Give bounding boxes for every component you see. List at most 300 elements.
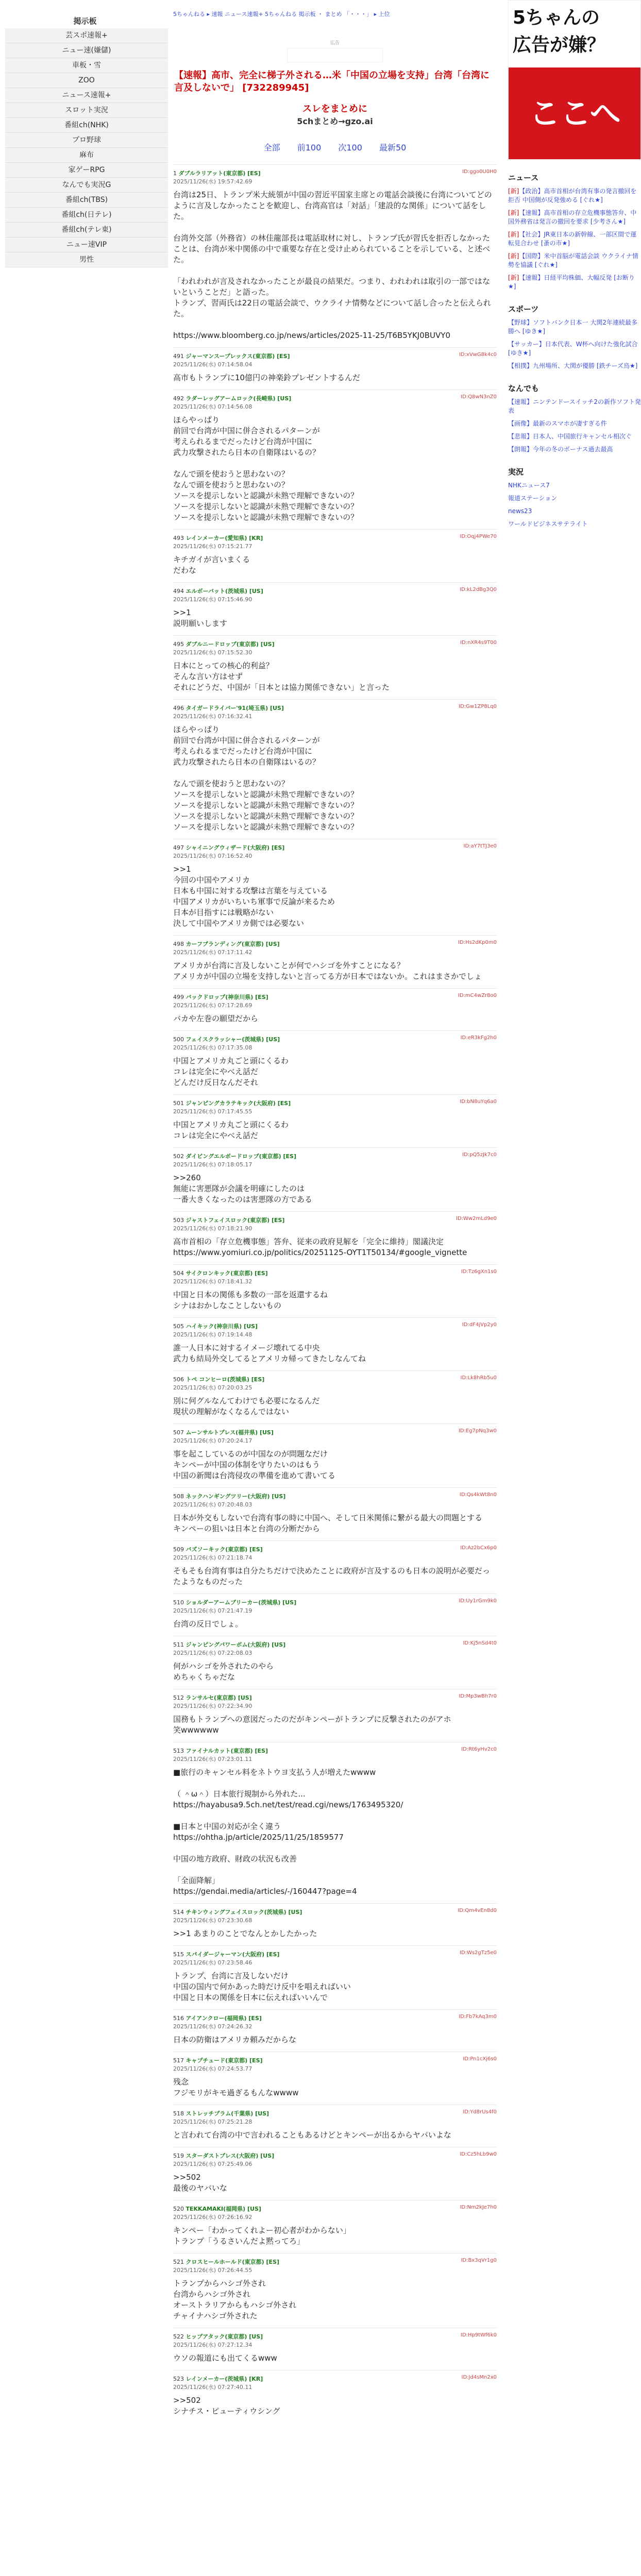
- post-date: 2025/11/26(水) 19:57:42.69: [173, 178, 252, 185]
- nandemo-section: [508, 383, 641, 454]
- post-author: バズソーキック(東京都) [ES]: [185, 1546, 263, 1553]
- post-number[interactable]: 517: [173, 2057, 184, 2064]
- item-label: [新]: [508, 274, 519, 281]
- post: [173, 2253, 497, 2328]
- post-body: そもそも台湾有事は自分たちだけで決めたことに政府が言及するのも日本の説明が必要だったようなものだった: [173, 1566, 491, 1586]
- nandemo-list: [508, 398, 641, 454]
- post: [173, 1594, 497, 1636]
- sports-item[interactable]: [508, 362, 641, 370]
- sidebar-item-label[interactable]: 麻布: [79, 151, 94, 159]
- ad-box[interactable]: [287, 48, 383, 62]
- breadcrumb: [170, 0, 500, 19]
- item-label: [新]: [508, 231, 519, 238]
- item-link[interactable]: NHKニュース7: [508, 482, 550, 489]
- post-meta: [173, 2375, 263, 2391]
- post-author: チキンウィングフェイスロック(茨城県) [US]: [185, 1909, 302, 1916]
- sidebar-item[interactable]: [5, 118, 168, 133]
- post-date: 2025/11/26(水) 07:15:21.77: [173, 543, 252, 550]
- post-author: レインメーカー(愛知県) [KR]: [185, 535, 263, 541]
- post-author: ハイキック(神奈川県) [US]: [185, 1323, 258, 1330]
- post-body: >>502 最後のヤバいな: [173, 2173, 228, 2193]
- post: [173, 1540, 497, 1594]
- jikkyo-item[interactable]: [508, 507, 641, 516]
- post-number[interactable]: 504: [173, 1270, 184, 1277]
- post: [173, 2370, 497, 2423]
- post-body: 事を起こしているのが中国なのが問題なだけ キンペーが中国の体制を守りたいのはもう 中国の新聞は台湾侵攻の準備を進めて書いてる: [173, 1449, 336, 1480]
- post: [173, 1423, 497, 1487]
- sports-heading: スポーツ: [508, 304, 539, 314]
- item-label: [新]: [508, 209, 519, 216]
- post-header: [173, 2205, 497, 2221]
- post-header: [173, 2258, 497, 2274]
- post-meta: [173, 1598, 296, 1615]
- banner-ad[interactable]: [508, 0, 641, 160]
- post-date: 2025/11/26(水) 07:25:21.28: [173, 2119, 252, 2125]
- ad-label: 広告: [330, 41, 340, 46]
- top-ad: [287, 39, 383, 62]
- post-id[interactable]: ID:Mp3wBh7r0: [459, 1693, 497, 1699]
- post-meta: [173, 1152, 296, 1168]
- nandemo-item[interactable]: [508, 419, 641, 428]
- item-link[interactable]: 【相撲】九州場所、大関が優勝 [鉄チーズ烏★]: [508, 362, 638, 369]
- sidebar-item-label[interactable]: ニュー速(嫌儲): [62, 46, 111, 55]
- post: [173, 1094, 497, 1147]
- nav-all[interactable]: 全部: [263, 143, 280, 152]
- post-date: 2025/11/26(水) 07:15:46.90: [173, 596, 252, 603]
- post-id[interactable]: ID:Rt6yHv2c0: [461, 1747, 497, 1752]
- sidebar-item[interactable]: [5, 73, 168, 88]
- post: [173, 2105, 497, 2147]
- post-body: ■旅行のキャンセル料をネトウヨ支払う人が増えたwwww （ ＾ω＾）日本旅行規制から外れた... https://hayabusa9.5ch.net/test/read.cgi/news/1763495320/ ■日本と中国の対応が全く違う https://ohtha.jp/article/2025/11/25/1859577 中国の地方政府、財政の状況も改善 「全面降解」 https://gendai.media/articles/-/160447?page=4: [173, 1768, 403, 1896]
- nandemo-item[interactable]: [508, 398, 641, 415]
- post-author: ジャーマンスープレックス(東京都) [ES]: [185, 353, 290, 360]
- jikkyo-item[interactable]: [508, 520, 641, 529]
- post-body: 日本にとっての核心的利益？ そんな言い方はせず それにどうだ、中国が「日本とは協力関係できない」と言った: [173, 661, 390, 692]
- post-meta: [173, 2014, 262, 2030]
- sidebar-item-label[interactable]: 家ゲーRPG: [68, 166, 105, 174]
- post-id[interactable]: ID:Eg7pNq3w0: [458, 1428, 497, 1434]
- item-link[interactable]: 【社会】JR東日本の新幹線、一部区間で運転見合わせ [蚤の市★]: [508, 231, 637, 247]
- post-header: [173, 2056, 497, 2073]
- post-date: 2025/11/26(水) 07:27:40.11: [173, 2384, 252, 2391]
- slogan-line-1: スレをまとめに: [302, 104, 367, 114]
- post-id[interactable]: ID:Kj5nSd4t0: [463, 1640, 497, 1646]
- sidebar-item[interactable]: [5, 58, 168, 73]
- post-body: >>1 説明願いします: [173, 608, 228, 628]
- post-body: >>1 あまりのことでなんとかしたかった: [173, 1929, 317, 1938]
- sidebar-item[interactable]: [5, 43, 168, 58]
- post-number[interactable]: 514: [173, 1909, 184, 1916]
- post-id[interactable]: ID:Nm2kJe7h0: [460, 2205, 497, 2210]
- post: [173, 988, 497, 1030]
- post-header: [173, 1640, 497, 1657]
- post-header: [173, 993, 497, 1009]
- nav-last100[interactable]: 次100: [338, 143, 362, 152]
- sidebar-item-label[interactable]: 芸スポ速報+: [65, 31, 108, 40]
- post: [173, 935, 497, 988]
- post-author: フェイスクラッシャー(茨城県) [US]: [185, 1036, 280, 1043]
- post-id[interactable]: ID:mC4wZr8o0: [458, 993, 497, 998]
- sidebar-item[interactable]: [5, 238, 168, 252]
- post-number[interactable]: 499: [173, 994, 184, 1001]
- post-meta: [173, 1428, 274, 1445]
- post-header: [173, 2375, 497, 2391]
- post: [173, 347, 497, 389]
- post-header: [173, 1216, 497, 1232]
- sidebar-item[interactable]: [5, 208, 168, 223]
- item-link[interactable]: 【政治】高市首相が台湾有事の発言撤回を拒否 中国側が反発強める [ぐれ★]: [508, 188, 637, 204]
- nav-first100[interactable]: 前100: [297, 143, 322, 152]
- post-date: 2025/11/26(水) 07:24:26.32: [173, 2023, 252, 2030]
- post-header: [173, 1322, 497, 1338]
- sports-item[interactable]: [508, 340, 641, 358]
- post-number[interactable]: 493: [173, 535, 184, 541]
- post-id-box: [460, 2205, 497, 2221]
- post-id[interactable]: ID:Gw1ZP8Lq0: [459, 704, 497, 709]
- post-meta: [173, 587, 263, 603]
- post-header: [173, 352, 497, 368]
- post-body: 中国とアメリカ丸ごと頭にくるわ コレは完全にやべえ話だ どんだけ反日なんだそれ: [173, 1056, 289, 1087]
- post-number[interactable]: 519: [173, 2153, 184, 2159]
- post-number[interactable]: 494: [173, 588, 184, 595]
- sidebar-item[interactable]: [5, 223, 168, 238]
- post-number[interactable]: 492: [173, 395, 184, 402]
- post: [173, 1030, 497, 1094]
- post-id[interactable]: ID:Pn1cXj6s0: [463, 2056, 497, 2062]
- post-body: キチガイが言いまくる だわな: [173, 555, 250, 575]
- post-id[interactable]: ID:Bx3qVr1g0: [461, 2258, 497, 2263]
- post-body: トランプからハシゴ外され 台湾からハシゴ外され オーストラリアからもハシゴ外され チャイナハシゴ外された: [173, 2279, 297, 2320]
- post-meta: [173, 2258, 279, 2274]
- item-link[interactable]: 【サッカー】日本代表、W杯へ向けた強化試合 [ゆき★]: [508, 341, 638, 357]
- post-author: ダイビングエルボードロップ(東京都) [ES]: [185, 1153, 296, 1160]
- post-number[interactable]: 515: [173, 1951, 184, 1958]
- post-id[interactable]: ID:Cz5hLb9w0: [460, 2151, 497, 2157]
- post-number[interactable]: 511: [173, 1641, 184, 1648]
- post-meta: [173, 2151, 274, 2168]
- post-meta: [173, 1693, 252, 1710]
- item-link[interactable]: 【朗報】今年の冬のボーナス過去最高: [508, 446, 613, 453]
- post-number[interactable]: 516: [173, 2015, 184, 2022]
- post-meta: [173, 2056, 263, 2073]
- post-id-box: [460, 534, 497, 550]
- sidebar-item[interactable]: [5, 28, 168, 43]
- post-body: アメリカが台湾に言及しないことが何でハシゴを外すことになる？ アメリカが中国の立場を支持しないと言ってる方が日本ではないか。これはまさかでしょ: [173, 961, 482, 981]
- sidebar-item-label[interactable]: ZOO: [78, 76, 95, 84]
- post-author: ストレッチプラム(千葉県) [US]: [185, 2110, 269, 2117]
- post-id[interactable]: ID:dF4jVp2y0: [462, 1322, 497, 1328]
- sidebar-item[interactable]: [5, 148, 168, 163]
- post-number[interactable]: 518: [173, 2110, 184, 2117]
- post-number[interactable]: 503: [173, 1217, 184, 1224]
- post-number[interactable]: 502: [173, 1153, 184, 1160]
- post-body: 台湾の反日でしょ。: [173, 1619, 243, 1629]
- post-date: 2025/11/26(水) 07:17:28.69: [173, 1002, 252, 1009]
- post-header: [173, 1375, 497, 1392]
- post: [173, 1370, 497, 1423]
- post-id-box: [463, 2109, 497, 2126]
- nandemo-item[interactable]: [508, 432, 641, 441]
- post-date: 2025/11/26(水) 07:14:58.04: [173, 361, 252, 368]
- post-date: 2025/11/26(水) 07:23:01.11: [173, 1756, 252, 1762]
- jikkyo-list: [508, 481, 641, 529]
- post-date: 2025/11/26(水) 07:16:32.41: [173, 713, 252, 720]
- news-item[interactable]: [508, 274, 641, 291]
- nandemo-item[interactable]: [508, 445, 641, 454]
- post-header: [173, 534, 497, 550]
- sports-item[interactable]: [508, 318, 641, 336]
- post-body: 日本が外交もしないで台湾有事の時に中国へ、そして日米関係に繋がる最大の問題とする キンペーの狙いは日本と台湾の分断だから: [173, 1513, 483, 1533]
- post-meta: [173, 1322, 258, 1338]
- sidebar-item-label[interactable]: 番組ch(テレ東): [61, 226, 112, 234]
- post-body: 高市もトランプに10億円の神楽鈴プレゼントするんだ: [173, 373, 361, 382]
- post: [173, 1903, 497, 1945]
- post-id[interactable]: ID:Oqj4PWe70: [460, 534, 497, 539]
- post-meta: [173, 1747, 268, 1763]
- sidebar-item[interactable]: [5, 193, 168, 208]
- post-id[interactable]: ID:Hs2dKp0m0: [458, 940, 497, 945]
- banner-text-1: 5ちゃんの: [513, 7, 600, 28]
- post-id[interactable]: ID:Hp9tWf6k0: [460, 2332, 497, 2338]
- post-id[interactable]: ID:Ww2mLd9e0: [456, 1216, 497, 1222]
- sidebar-item-label[interactable]: 車板・雪: [72, 61, 101, 70]
- post-header: [173, 1693, 497, 1710]
- sidebar-item-label[interactable]: ニュー速VIP: [66, 241, 107, 249]
- post-body: と言われて台湾の中で言われることもあるけどとキンペーが出るからヤバいよな: [173, 2130, 451, 2140]
- item-link[interactable]: 【速報】日経平均株価、大幅反発 [お断り★]: [508, 274, 635, 290]
- sidebar-item[interactable]: [5, 163, 168, 178]
- breadcrumb-path[interactable]: 5ちゃんねる ▸ 速報 ニュース速報+ 5ちゃんねる 掲示板 ・ まとめ 「・・・」 ▸ 上位: [173, 11, 390, 18]
- post-number[interactable]: 498: [173, 941, 184, 947]
- post-id[interactable]: ID:Qs4kWt8n0: [459, 1492, 497, 1498]
- post-body: 国務もトランプへの意図だったのだがキンペーがトランプに反撃されたのがアホ 笑wwwwww: [173, 1715, 451, 1735]
- post-body: トランプ、台湾に言及しないだけ 中国の国内で何かあった時だけ反中を唱えればいい 中国と日本の関係を日本に伝えればいいんで: [173, 1971, 351, 2002]
- sidebar-item[interactable]: [5, 252, 168, 267]
- item-link[interactable]: 【国際】米中首脳が電話会談 ウクライナ情勢を協議 [ぐれ★]: [508, 252, 638, 268]
- item-link[interactable]: 【速報】高市首相の存立危機事態答弁、中国外務省は発言の撤回を要求 [少考さん★]: [508, 209, 637, 225]
- post-id[interactable]: ID:aY7tTJ3e0: [463, 843, 497, 849]
- left-sidebar: [0, 0, 170, 289]
- post-number[interactable]: 497: [173, 844, 184, 851]
- post-id[interactable]: ID:Yd8rUs4f0: [463, 2109, 497, 2115]
- post-meta: [173, 640, 275, 656]
- sidebar-item-label[interactable]: 番組ch(TBS): [65, 196, 108, 204]
- post-id-box: [461, 2332, 497, 2349]
- post-number[interactable]: 520: [173, 2206, 184, 2212]
- post: [173, 635, 497, 699]
- post-number[interactable]: 510: [173, 1599, 184, 1606]
- post-id[interactable]: ID:ggo0U0H0: [462, 169, 497, 175]
- sidebar-item-label[interactable]: プロ野球: [72, 136, 101, 144]
- post-number[interactable]: 507: [173, 1429, 184, 1436]
- post-id-box: [460, 587, 497, 603]
- post: [173, 1264, 497, 1317]
- sidebar-item[interactable]: [5, 88, 168, 103]
- post-author: ラダーレッグアームロック(長崎県) [US]: [185, 395, 292, 402]
- post-meta: [173, 704, 284, 720]
- post-header: [173, 2014, 497, 2030]
- post-body: 中国と日本の関係も多数の一部を返還するね シナはおかしなことしないもの: [173, 1290, 328, 1310]
- sidebar-item[interactable]: [5, 178, 168, 193]
- post-date: 2025/11/26(水) 07:26:44.55: [173, 2267, 252, 2274]
- sidebar-item[interactable]: [5, 103, 168, 118]
- post-number[interactable]: 496: [173, 705, 184, 711]
- post-date: 2025/11/26(水) 07:17:45.55: [173, 1108, 252, 1115]
- news-item[interactable]: [508, 209, 641, 226]
- post-number[interactable]: 1: [173, 170, 177, 177]
- post-id-box: [461, 394, 497, 411]
- post: [173, 1636, 497, 1689]
- item-link[interactable]: news23: [508, 507, 532, 515]
- post-id[interactable]: ID:pQ5zJk7c0: [462, 1152, 497, 1158]
- post-number[interactable]: 508: [173, 1493, 184, 1500]
- post-author: カーフブランディング(東京都) [US]: [185, 941, 280, 947]
- post-id[interactable]: ID:eR3kFg2h0: [460, 1035, 497, 1041]
- post-author: TEKKAMAKI(福岡県) [US]: [185, 2206, 261, 2212]
- post-body: 中国とアメリカ丸ごと頭にくるわ コレは完全にやべえ話だ: [173, 1120, 289, 1140]
- sidebar-title: 掲示板: [73, 16, 97, 26]
- post-number[interactable]: 522: [173, 2333, 184, 2340]
- post-header: [173, 169, 497, 185]
- post-author: ショルダーアームブリーカー(茨城県) [US]: [185, 1599, 297, 1606]
- post-header: [173, 940, 497, 956]
- post-id[interactable]: ID:Ws2gTz5e0: [459, 1950, 497, 1956]
- post-author: キャプチュード(東京都) [ES]: [185, 2057, 263, 2064]
- post-list: [170, 153, 500, 2423]
- post-id[interactable]: ID:Lk8hRb5u0: [460, 1375, 497, 1381]
- post-date: 2025/11/26(水) 07:14:56.08: [173, 403, 252, 410]
- post-header: [173, 394, 497, 411]
- sidebar-item[interactable]: [5, 133, 168, 148]
- post-author: スターダストプレス(大阪府) [US]: [185, 2153, 275, 2159]
- post-number[interactable]: 523: [173, 2376, 184, 2382]
- item-link[interactable]: 【画像】最新のスマホが凄すぎる件: [508, 420, 607, 427]
- post-body: >>502 シナチス・ピューティウシング: [173, 2396, 280, 2416]
- post-meta: [173, 1908, 302, 1924]
- post-meta: [173, 1492, 285, 1509]
- post-number[interactable]: 513: [173, 1748, 184, 1754]
- post-id-box: [459, 1598, 497, 1615]
- item-link[interactable]: ワールドビジネスサテライト: [508, 520, 588, 528]
- post: [173, 389, 497, 529]
- nandemo-heading: なんでも: [508, 384, 539, 393]
- jikkyo-item[interactable]: [508, 494, 641, 503]
- post-id-box: [456, 1216, 497, 1232]
- post-id[interactable]: ID:kL2dBg3Q0: [460, 587, 497, 592]
- post-meta: [173, 843, 284, 860]
- post-number[interactable]: 495: [173, 641, 184, 648]
- post-number[interactable]: 506: [173, 1376, 184, 1383]
- jikkyo-item[interactable]: [508, 481, 641, 490]
- post: [173, 1147, 497, 1211]
- item-link[interactable]: 報道ステーション: [508, 495, 558, 502]
- post-date: 2025/11/26(水) 07:20:24.17: [173, 1437, 252, 1444]
- post-id[interactable]: ID:Tz6gXn1s0: [461, 1269, 497, 1275]
- post: [173, 2009, 497, 2052]
- sports-list: [508, 318, 641, 370]
- post-author: ランサルセ(東京都) [US]: [185, 1694, 252, 1701]
- post-header: [173, 1152, 497, 1168]
- post-id-box: [462, 169, 497, 185]
- post-date: 2025/11/26(水) 07:21:47.19: [173, 1607, 252, 1614]
- post-body: >>260 無能に害悪隊が会議を明確にしたのは 一番大きくなったのは害悪隊の方である: [173, 1173, 313, 1204]
- post-id[interactable]: ID:Qm4vEn8d0: [458, 1908, 497, 1913]
- post-meta: [173, 940, 280, 956]
- post-number[interactable]: 509: [173, 1546, 184, 1553]
- thread-title: 【速報】高市、完全に梯子外される…米「中国の立場を支持」台湾「台湾に言及しないで」 [732289945]: [174, 70, 490, 93]
- sidebar-item-label[interactable]: 番組ch(NHK): [64, 121, 109, 129]
- post: [173, 699, 497, 839]
- post-id[interactable]: ID:Uy1rGm9k0: [459, 1598, 497, 1604]
- item-link[interactable]: 【悲報】日本人、中国旅行キャンセル相次ぐ: [508, 433, 632, 440]
- post-number[interactable]: 521: [173, 2259, 184, 2265]
- sidebar-item-label[interactable]: 男性: [79, 256, 94, 264]
- post-body: 誰一人日本に対するイメージ壊れてる中央 武力も結局外交してるとアメリカ帰ってきたしなんてね: [173, 1343, 366, 1363]
- post-header: [173, 1598, 497, 1615]
- post-body: ほらやっぱり 前回で台湾が中国に併合されるパターンが 考えられるまでだったけど台湾が中国に 武力攻撃されたら日本の自衛隊はいるの？ なんで頭を使おうと思わないの？ ソースを提示しないと認識が未熟で理解できないの？ ソースを提示しないと認識が未熟で理解できないの？ ソースを提示しないと認識が未熟で理解できないの？ ソースを提示しないと認識が未熟で理解できないの？: [173, 725, 359, 832]
- post-number[interactable]: 505: [173, 1323, 184, 1330]
- nav-latest50[interactable]: 最新50: [379, 143, 407, 152]
- sidebar-item-label[interactable]: ニュース速報+: [62, 91, 111, 99]
- post-number[interactable]: 500: [173, 1036, 184, 1043]
- post-body: >>1 今回の中国やアメリカ 日本も中国に対する攻撃は言葉を与えている 中国アメリカがいちいち軍事で反論が来るため 日本が目指すには戦略がない 決して中国やアメリカ側では必要ない: [173, 865, 335, 928]
- post: [173, 1945, 497, 2009]
- item-link[interactable]: 【野球】ソフトバンク日本一 大関2年連続最多勝へ [ゆき★]: [508, 319, 637, 335]
- post-number[interactable]: 512: [173, 1694, 184, 1701]
- post: [173, 529, 497, 582]
- thread-nav: [170, 141, 500, 153]
- post-author: ジャストフェイスロック(東京都) [ES]: [185, 1217, 285, 1224]
- news-item[interactable]: [508, 252, 641, 269]
- post-date: 2025/11/26(水) 07:17:11.42: [173, 949, 252, 956]
- post-date: 2025/11/26(水) 07:25:49.06: [173, 2161, 252, 2167]
- sidebar-item-label[interactable]: 番組ch(日テレ): [61, 211, 112, 219]
- post-number[interactable]: 491: [173, 353, 184, 360]
- post: [173, 1317, 497, 1370]
- post-number[interactable]: 501: [173, 1100, 184, 1107]
- sidebar-item-label[interactable]: なんでも実況G: [62, 181, 111, 189]
- post: [173, 839, 497, 935]
- post-meta: [173, 1640, 285, 1657]
- post-body: 残念 フジモリがキモ過ぎるもんなwwww: [173, 2077, 299, 2097]
- post-author: タイガードライバー'91(埼玉県) [US]: [185, 705, 284, 711]
- sidebar-item-label[interactable]: スロット実況: [65, 106, 108, 114]
- post-header: [173, 587, 497, 603]
- post-meta: [173, 1545, 263, 1562]
- post-meta: [173, 1035, 280, 1052]
- post-date: 2025/11/26(水) 07:15:52.30: [173, 649, 252, 656]
- post: [173, 582, 497, 635]
- post-date: 2025/11/26(水) 07:23:58.46: [173, 1959, 252, 1966]
- post-id[interactable]: ID:Jd4sMn2x0: [461, 2375, 497, 2380]
- post-id[interactable]: ID:bN8uYq6a0: [460, 1099, 497, 1105]
- slogan-line-2[interactable]: 5chまとめ→gzo.ai: [297, 116, 373, 126]
- post-author: トペ コンヒーロ(茨城県) [ES]: [185, 1376, 265, 1383]
- post-id[interactable]: ID:Q8wN3nZ0: [461, 394, 497, 400]
- post-header: [173, 704, 497, 720]
- post-id[interactable]: ID:Az2bCx6p0: [460, 1545, 497, 1551]
- item-link[interactable]: 【速報】ニンテンドースイッチ2の新作ソフト発表: [508, 398, 641, 414]
- post-id[interactable]: ID:Fb7kAq3m0: [459, 2014, 497, 2020]
- post-date: 2025/11/26(水) 07:26:16.92: [173, 2214, 252, 2221]
- post-id-box: [462, 2375, 497, 2391]
- post-id[interactable]: ID:xVwG8k4c0: [459, 352, 497, 358]
- post-date: 2025/11/26(水) 07:23:30.68: [173, 1917, 252, 1924]
- post: [173, 2200, 497, 2253]
- post-id[interactable]: ID:nXR4s9T00: [460, 640, 497, 646]
- news-item[interactable]: [508, 187, 641, 205]
- news-item[interactable]: [508, 230, 641, 248]
